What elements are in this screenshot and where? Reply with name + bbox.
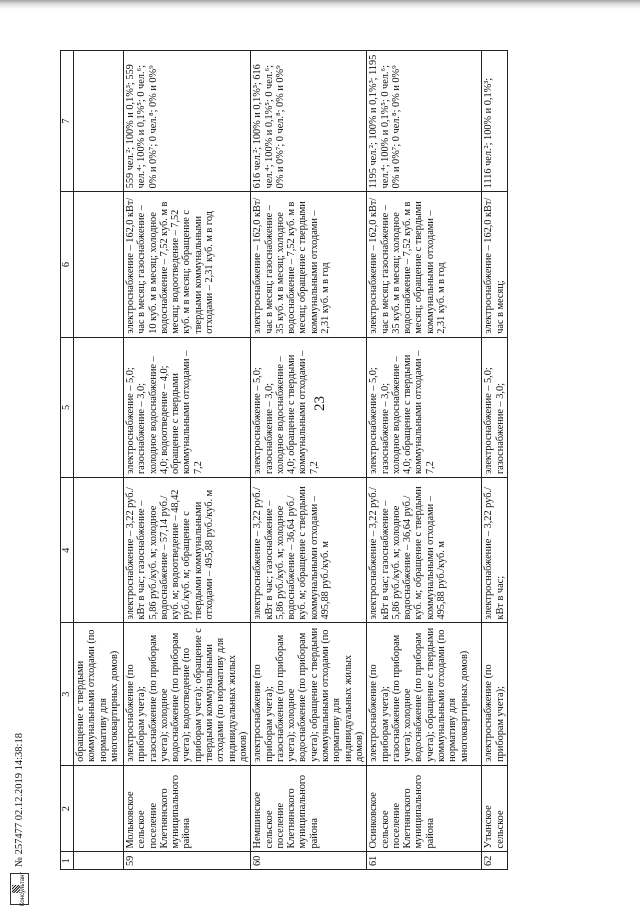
volumes-cell: электроснабжение – 162,0 кВт/час в месяц; газоснабжение – 35 куб. м в месяц; холодное водоснабжение – 7,52 куб. м в месяц; обращение с твердыми коммунальными отходами – 2,31 куб. м в год — [251, 192, 367, 337]
row-number: 61 — [367, 852, 482, 870]
table-row — [251, 51, 367, 870]
table-row — [482, 51, 508, 870]
empty-cell — [74, 337, 124, 477]
settlement-name: Мольковское сельское поселение Клетнянского муниципального района — [124, 765, 251, 852]
volumes-cell: электроснабжение – 162,0 кВт/час в месяц; — [482, 192, 508, 337]
header-cell: 4 — [61, 478, 74, 623]
growth-cell: электроснабжение – 5,0; газоснабжение – 3,0; холодное водоснабжение – 4,0; обращение с твердыми коммунальными отходами – 7,2 — [367, 337, 482, 477]
growth-cell: электроснабжение – 5,0; газоснабжение – 3,0; холодное водоснабжение – 4,0; водоотведение – 4,0; обращение с твердыми коммунальными отходами – 7,2 — [124, 337, 251, 477]
table-row — [124, 51, 251, 870]
population-cell: 616 чел.²; 100% и 0,1%³; 616 чел.⁴; 100% и 0,1%⁵; 0 чел.⁶; 0% и 0%⁷; 0 чел.⁸; 0% и 0%⁹ — [251, 51, 367, 192]
tariffs-cell: электроснабжение – 3,22 руб./кВт в час; газоснабжение – 5,86 руб./куб. м; холодное водоснабжение – 36,64 руб./куб. м; обращение с твердыми коммунальными отходами – 495,88 руб./куб. м — [251, 478, 367, 623]
empty-cell — [74, 478, 124, 623]
population-cell: 559 чел.²; 100% и 0,1%³; 559 чел.⁴; 100% и 0,1%⁵; 0 чел.⁶; 0% и 0%⁷; 0 чел.⁸; 0% и 0%⁹ — [124, 51, 251, 192]
header-cell: 3 — [61, 623, 74, 765]
stamp-label: Консультант — [20, 871, 26, 906]
tariff-table — [60, 50, 508, 870]
row-number: 62 — [482, 852, 508, 870]
population-cell: 1195 чел.²; 100% и 0,1%³; 1195 чел.⁴; 100% и 0,1%⁵; 0 чел.⁶; 0% и 0%⁷; 0 чел.⁸; 0% и 0%⁹ — [367, 51, 482, 192]
settlement-name: Осинковское сельское поселение Клетнянского муниципального района — [367, 765, 482, 852]
table-row — [367, 51, 482, 870]
services-cell: электроснабжение (по приборам учета); газоснабжение (по приборам учета); холодное водоснабжение (по приборам учета); обращение с твердыми коммунальными отходами (по нормативу для индивидуальных жилых домов) — [251, 623, 367, 765]
tariffs-cell: электроснабжение – 3,22 руб./кВт в час; газоснабжение – 5,86 руб./куб. м; холодное водоснабжение – 36,64 руб./куб. м; обращение с твердыми коммунальными отходами – 495,88 руб./куб. м — [367, 478, 482, 623]
scan-edge — [0, 0, 640, 9]
header-cell: 5 — [61, 337, 74, 477]
header-cell: 7 — [61, 51, 74, 192]
empty-cell — [74, 852, 124, 870]
header-row — [61, 51, 74, 870]
header-cell: 2 — [61, 765, 74, 852]
continuation-row — [74, 51, 124, 870]
consultant-stamp — [10, 873, 29, 905]
tariffs-cell: электроснабжение – 3,22 руб./кВт в час; газоснабжение – 5,86 руб./куб. м; холодное водоснабжение – 57,14 руб./куб. м; водоотведение – 48,42 руб./куб. м; обращение с твердыми коммунальными отходами – 495,88 руб./куб. м — [124, 478, 251, 623]
services-cell: электроснабжение (по приборам учета); газоснабжение (по приборам учета); холодное водоснабжение (по приборам учета); водоотведение (по приборам учета); обращение с твердыми коммунальными отходами (по нормативу для индивидуальных жилых домов) — [124, 623, 251, 765]
continuation-text: обращение с твердыми коммунальными отходами (по нормативу для многоквартирных домов) — [74, 623, 124, 765]
settlement-name: Немшинское сельское поселение Клетнянского муниципального района — [251, 765, 367, 852]
growth-cell: электроснабжение – 5,0; газоснабжение – 3,0; — [482, 337, 508, 477]
row-number: 59 — [124, 852, 251, 870]
services-cell: электроснабжение (по приборам учета); газоснабжение (по приборам учета); холодное водоснабжение (по приборам учета); обращение с твердыми коммунальными отходами (по нормативу для многоквартирных домов) — [367, 623, 482, 765]
header-cell: 6 — [61, 192, 74, 337]
settlement-name: Утынское сельское — [482, 765, 508, 852]
empty-cell — [74, 192, 124, 337]
empty-cell — [74, 765, 124, 852]
qr-code-icon — [12, 885, 20, 893]
tariffs-cell: электроснабжение – 3,22 руб./кВт в час; — [482, 478, 508, 623]
rotated-table-area — [60, 50, 578, 870]
volumes-cell: электроснабжение – 162,0 кВт/час в месяц; газоснабжение – 10 куб. м в месяц; холодное водоснабжение – 7,52 куб. м в месяц; водоотведение – 7,52 куб. м в месяц; обращение с твердыми коммунальными отходами – 2,31 куб. м в год — [124, 192, 251, 337]
population-cell: 1116 чел.²; 100% и 0,1%³; — [482, 51, 508, 192]
document-id: № 257477 02.12.2019 14:38:18 — [13, 733, 25, 867]
row-number: 60 — [251, 852, 367, 870]
page-number: 23 — [312, 396, 328, 411]
volumes-cell: электроснабжение – 162,0 кВт/час в месяц; газоснабжение – 35 куб. м в месяц; холодное водоснабжение – 7,52 куб. м в месяц; обращение с твердыми коммунальными отходами – 2,31 куб. м в год — [367, 192, 482, 337]
header-cell: 1 — [61, 852, 74, 870]
empty-cell — [74, 51, 124, 192]
document-footer — [8, 615, 30, 905]
services-cell: электроснабжение (по приборам учета); — [482, 623, 508, 765]
growth-cell: электроснабжение – 5,0; газоснабжение – 3,0; холодное водоснабжение – 4,0; обращение с твердыми коммунальными отходами – 7,2 — [251, 337, 367, 477]
